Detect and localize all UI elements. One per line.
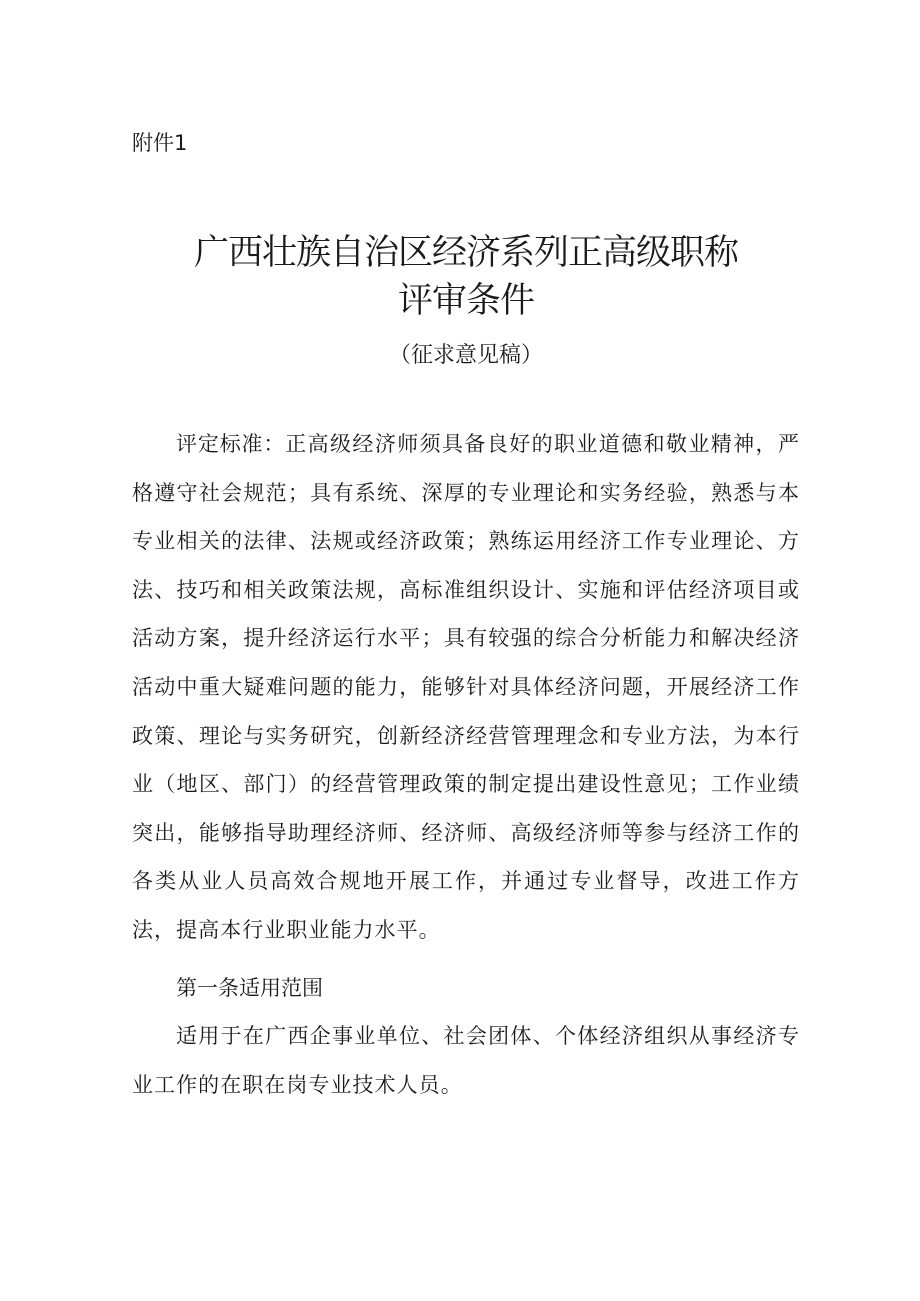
document-title-line-2: 评审条件 [397,281,534,321]
document-title-line-1: 广西壮族自治区经济系列正高级职称 [193,233,738,273]
evaluation-standard-lead: 评定标准： [176,432,286,456]
evaluation-standard-paragraph [132,420,800,955]
article-1-heading: 第一条适用范围 [176,976,323,1000]
article-1-paragraph: 适用于在广西企事业单位、社会团体、个体经济组织从事经济专业工作的在职在岗专业技术人员。 [132,1024,800,1097]
attachment-label: 附件1 [132,131,188,155]
evaluation-standard-text: 正高级经济师须具备良好的职业道德和敬业精神，严格遵守社会规范；具有系统、深厚的专业理论和实务经验，熟悉与本专业相关的法律、法规或经济政策；熟练运用经济工作专业理论、方法、技巧和相关政策法规，高标准组织设计、实施和评估经济项目或活动方案，提升经济运行水平；具有较强的综合分析能力和解决经济活动中重大疑难问题的能力，能够针对具体经济问题，开展经济工作政策、理论与实务研究，创新经济经营管理理念和专业方法，为本行业（地区、部门）的经营管理政策的制定提出建设性意见；工作业绩突出，能够指导助理经济师、经济师、高级经济师等参与经济工作的各类从业人员高效合规地开展工作，并通过专业督导，改进工作方法，提高本行业职业能力水平。 [132,432,800,942]
document-subtitle: （征求意见稿） [388,343,543,368]
